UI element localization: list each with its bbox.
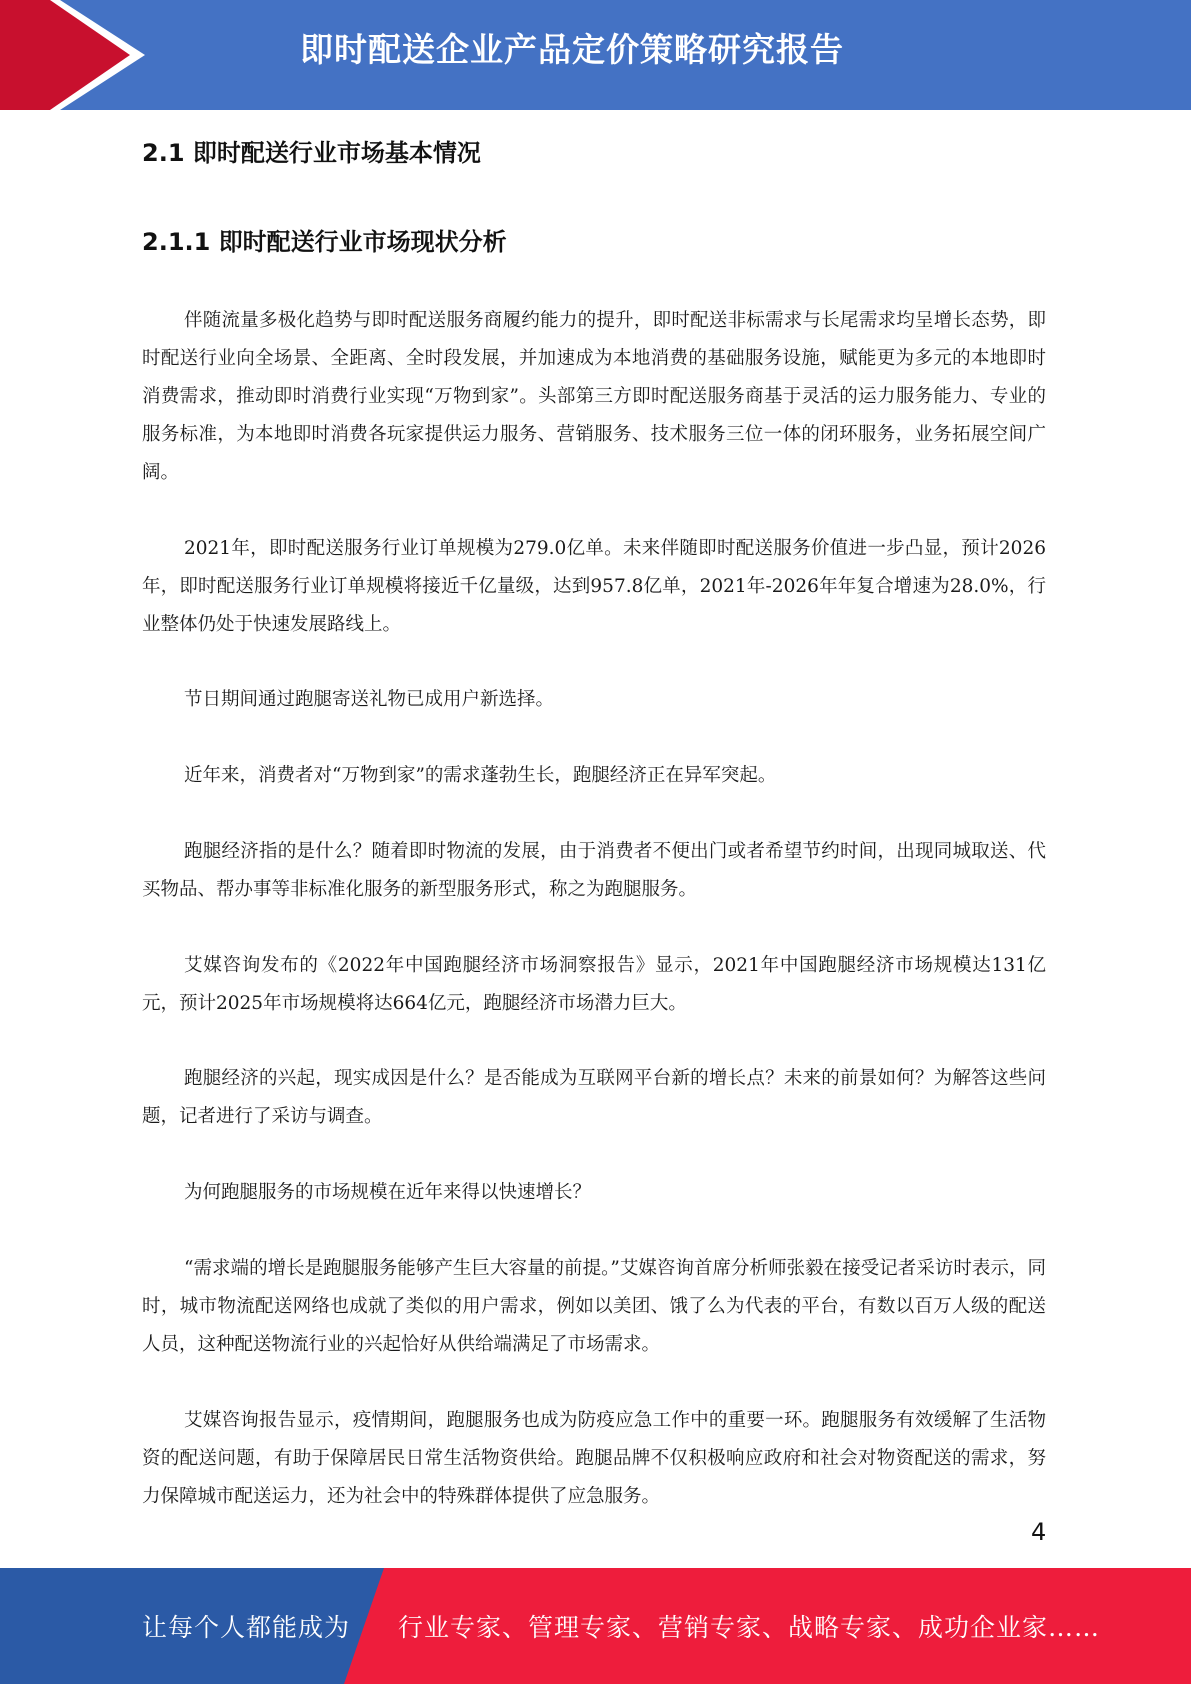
paragraph: 跑腿经济的兴起，现实成因是什么？是否能成为互联网平台新的增长点？未来的前景如何？为解答这些问题，记者进行了采访与调查。 <box>142 1068 1046 1127</box>
subsection-heading: 2.1.1 即时配送行业市场现状分析 <box>142 228 507 256</box>
header-arrow-decoration <box>0 0 160 110</box>
page-number: 4 <box>1031 1518 1047 1546</box>
section-heading: 2.1 即时配送行业市场基本情况 <box>142 139 481 167</box>
page-footer <box>0 1568 1191 1684</box>
paragraph: 跑腿经济指的是什么？随着即时物流的发展，由于消费者不便出门或者希望节约时间，出现同城取送、代买物品、帮办事等非标准化服务的新型服务形式，称之为跑腿服务。 <box>142 841 1046 900</box>
page-header <box>0 0 1191 110</box>
report-title: 即时配送企业产品定价策略研究报告 <box>300 30 844 69</box>
paragraph: 艾媒咨询发布的《2022年中国跑腿经济市场洞察报告》显示，2021年中国跑腿经济市场规模达131亿元，预计2025年市场规模将达664亿元，跑腿经济市场潜力巨大。 <box>142 955 1046 1014</box>
paragraph: 节日期间通过跑腿寄送礼物已成用户新选择。 <box>184 689 555 710</box>
paragraph: 近年来，消费者对“万物到家”的需求蓬勃生长，跑腿经济正在异军突起。 <box>184 765 777 786</box>
paragraph: “需求端的增长是跑腿服务能够产生巨大容量的前提。”艾媒咨询首席分析师张毅在接受记者采访时表示，同时，城市物流配送网络也成就了类似的用户需求，例如以美团、饿了么为代表的平台，有数以百万人级的配送人员，这种配送物流行业的兴起恰好从供给端满足了市场需求。 <box>142 1258 1046 1355</box>
footer-slogan-left: 让每个人都能成为 <box>142 1613 351 1642</box>
paragraph: 伴随流量多极化趋势与即时配送服务商履约能力的提升，即时配送非标需求与长尾需求均呈增长态势，即时配送行业向全场景、全距离、全时段发展，并加速成为本地消费的基础服务设施，赋能更为多元的本地即时消费需求，推动即时消费行业实现“万物到家”。头部第三方即时配送服务商基于灵活的运力服务能力、专业的服务标准，为本地即时消费各玩家提供运力服务、营销服务、技术服务三位一体的闭环服务，业务拓展空间广阔。 <box>142 310 1046 483</box>
paragraph: 为何跑腿服务的市场规模在近年来得以快速增长？ <box>184 1182 592 1203</box>
footer-slogan-right: 行业专家、管理专家、营销专家、战略专家、成功企业家…… <box>398 1613 1101 1642</box>
paragraph: 2021年，即时配送服务行业订单规模为279.0亿单。未来伴随即时配送服务价值进一步凸显，预计2026年，即时配送服务行业订单规模将接近千亿量级，达到957.8亿单，2021年-2026年年复合增速为28.0%，行业整体仍处于快速发展路线上。 <box>142 538 1046 635</box>
paragraph: 艾媒咨询报告显示，疫情期间，跑腿服务也成为防疫应急工作中的重要一环。跑腿服务有效缓解了生活物资的配送问题，有助于保障居民日常生活物资供给。跑腿品牌不仅积极响应政府和社会对物资配送的需求，努力保障城市配送运力，还为社会中的特殊群体提供了应急服务。 <box>142 1410 1046 1507</box>
